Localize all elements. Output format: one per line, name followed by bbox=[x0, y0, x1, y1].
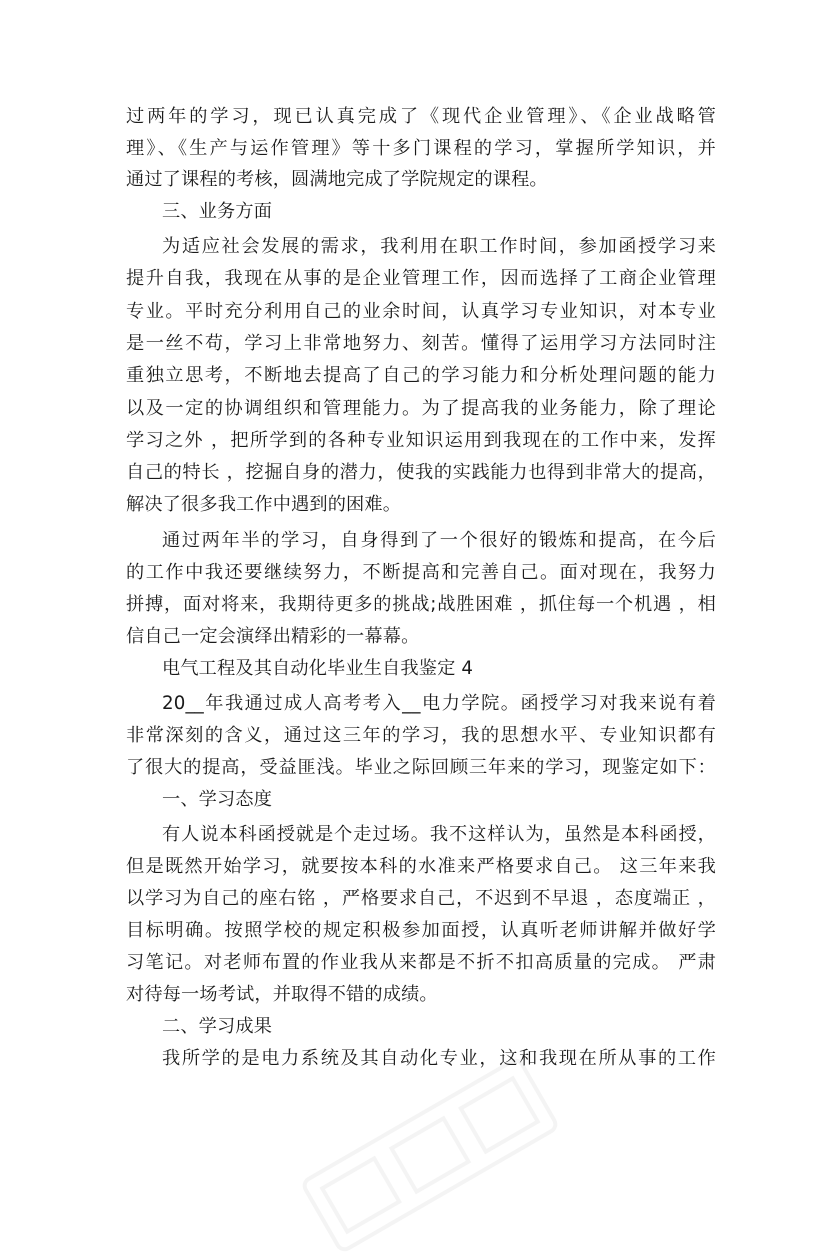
text-line: 通过了课程的考核，圆满地完成了学院规定的课程。 bbox=[126, 169, 548, 190]
text-line: 专业。平时充分利用自己的业余时间，认真学习专业知识，对本专业 bbox=[126, 301, 716, 322]
text-line: 提升自我，我现在从事的是企业管理工作，因而选择了工商企业管理 bbox=[126, 268, 716, 289]
text-line: 学习之外 ，把所学到的各种专业知识运用到我现在的工作中来，发挥 bbox=[126, 430, 716, 451]
text-line: 以及一定的协调组织和管理能力。为了提高我的业务能力，除了理论 bbox=[126, 398, 716, 419]
text-line: 通过两年半的学习，自身得到了一个很好的锻炼和提高，在今后 bbox=[162, 530, 716, 551]
section-heading: 三、业务方面 bbox=[162, 201, 273, 222]
text-line: 有人说本科函授就是个走过场。我不这样认为，虽然是本科函授， bbox=[162, 824, 716, 845]
section-heading: 二、学习成果 bbox=[162, 1016, 273, 1037]
text-line: 拼搏，面对将来，我期待更多的挑战;战胜困难 ，抓住每一个机遇 ，相 bbox=[126, 594, 716, 615]
text-line: 了很大的提高，受益匪浅。毕业之际回顾三年来的学习，现鉴定如下： bbox=[126, 757, 716, 778]
text-line: 但是既然开始学习，就要按本科的水准来严格要求自己。 这三年来我 bbox=[126, 856, 716, 877]
text-line: 我所学的是电力系统及其自动化专业，这和我现在所从事的工作 bbox=[162, 1048, 716, 1069]
text-line: 理》、《生产与运作管理》等十多门课程的学习，掌握所学知识，并 bbox=[126, 138, 716, 159]
text-line: 过两年的学习，现已认真完成了《现代企业管理》、《企业战略管 bbox=[126, 106, 716, 127]
text-line: 的工作中我还要继续努力，不断提高和完善自己。面对现在，我努力 bbox=[126, 562, 716, 583]
watermark-graphic bbox=[295, 1051, 565, 1259]
section-heading: 一、学习态度 bbox=[162, 789, 273, 810]
text-line: 重独立思考，不断地去提高了自己的学习能力和分析处理问题的能力 bbox=[126, 365, 716, 386]
text-line: 目标明确。按照学校的规定积极参加面授，认真听老师讲解并做好学 bbox=[126, 920, 716, 941]
section-title: 电气工程及其自动化毕业生自我鉴定 4 bbox=[162, 658, 474, 679]
text-line: 解决了很多我工作中遇到的困难。 bbox=[126, 494, 402, 515]
text-line: 信自己一定会演绎出精彩的一幕幕。 bbox=[126, 626, 420, 647]
text-line: 是一丝不苟，学习上非常地努力、刻苦。懂得了运用学习方法同时注 bbox=[126, 333, 716, 354]
text-line: 为适应社会发展的需求，我利用在职工作时间，参加函授学习来 bbox=[162, 236, 716, 257]
text-line: 自己的特长 ，挖掘自身的潜力，使我的实践能力也得到非常大的提高， bbox=[126, 462, 716, 483]
text-line: 非常深刻的含义，通过这三年的学习，我的思想水平、专业知识都有 bbox=[126, 725, 716, 746]
text-line: 习笔记。对老师布置的作业我从来都是不折不扣高质量的完成。 严肃 bbox=[126, 952, 716, 973]
text-line: 20__年我通过成人高考考入__电力学院。函授学习对我来说有着 bbox=[162, 693, 716, 714]
text-line: 以学习为自己的座右铭 ，严格要求自己，不迟到不早退 ，态度端正 ， bbox=[126, 888, 716, 909]
text-line: 对待每一场考试，并取得不错的成绩。 bbox=[126, 984, 438, 1005]
